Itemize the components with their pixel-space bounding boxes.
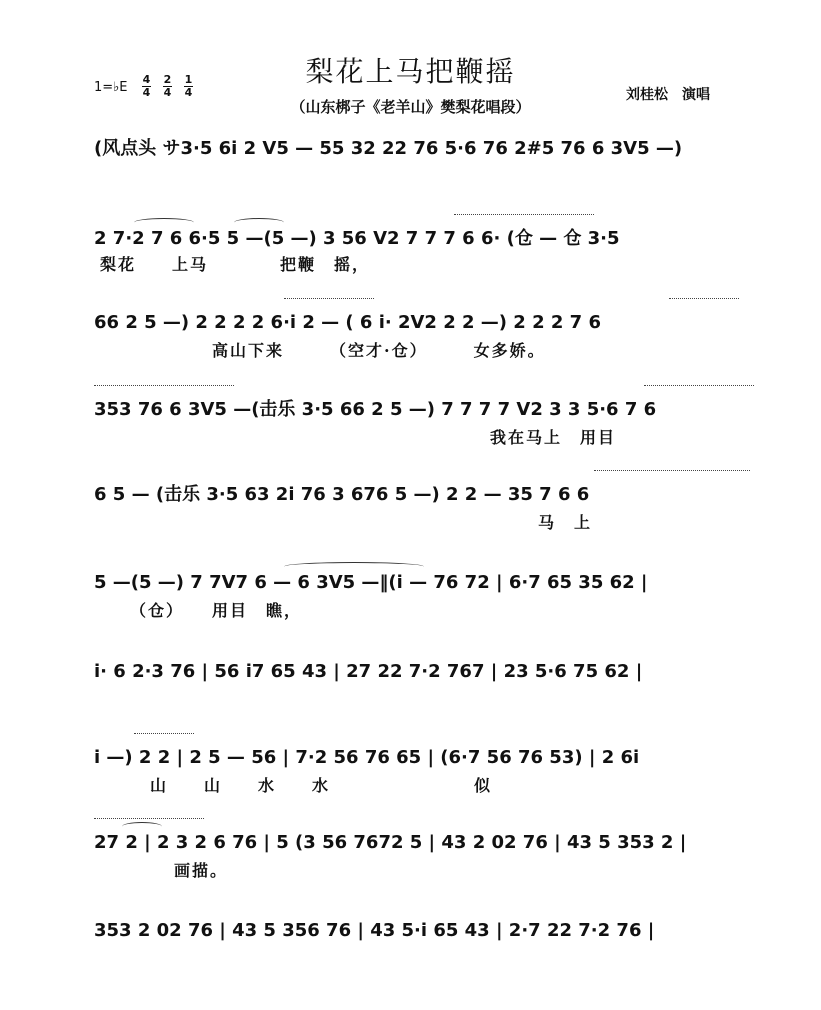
phrase-mark [134,733,194,735]
performer-credit: 刘桂松 演唱 [626,87,710,103]
phrase-mark [644,385,754,387]
notation-line: 353 76 6 3V5 —(击乐 3·5 66 2 5 —) 7 7 7 7 V2 3 3 5·6 7 6 [94,399,657,420]
meter-bottom: 4 [142,86,151,99]
score-line [94,482,754,532]
score-line [94,310,754,360]
meter-top: 2 [163,73,172,86]
score-line [94,745,754,795]
notation-line: i· 6 2·3 76 | 56 i7 65 43 | 27 22 7·2 767 | 23 5·6 75 62 | [94,661,643,682]
notation-line: 2 7·2 7 6 6·5 5 —(5 —) 3 56 V2 7 7 7 6 6· (仓 — 仓 3·5 [94,228,620,249]
score-line [94,830,754,880]
phrase-mark [594,470,750,472]
phrase-mark [669,298,739,300]
phrase-mark [94,385,234,387]
meter-bottom: 4 [163,86,172,99]
notation-line: 5 —(5 —) 7 7V7 6 — 6 3V5 —‖(i — 76 72 | 6·7 65 35 62 | [94,572,648,593]
time-signature [184,74,193,99]
phrase-mark [284,298,374,300]
meter-top: 4 [142,73,151,86]
slur [234,218,284,227]
notation-line: 27 2 | 2 3 2 6 76 | 5 (3 56 7672 5 | 43 2 02 76 | 43 5 353 2 | [94,832,687,853]
lyrics-line: （仓） 用目 瞧， [130,601,303,620]
slur [122,822,162,831]
notation-line: 66 2 5 —) 2 2 2 2 6·i 2 — ( 6 i· 2V2 2 2 —) 2 2 2 7 6 [94,312,601,333]
meter-top: 1 [184,73,193,86]
notation-line: i —) 2 2 | 2 5 — 56 | 7·2 56 76 65 | (6·7 56 76 53) | 2 6i [94,747,640,768]
time-signature [142,74,151,99]
notation-line: 6 5 — (击乐 3·5 63 2i 76 3 676 5 —) 2 2 — 35 7 6 6 [94,484,590,505]
page-title: 梨花上马把鞭摇 [305,55,516,88]
score-line [94,918,754,944]
notation-line: 353 2 02 76 | 43 5 356 76 | 43 5·i 65 43 | 2·7 22 7·2 76 | [94,920,655,941]
time-signature [163,74,172,99]
score-line [94,570,754,620]
phrase-mark [454,214,594,216]
lyrics-line: 画描。 [174,861,229,880]
slur [284,562,424,571]
lyrics-line: 我在马上 用目 [490,428,617,447]
lyrics-line: 梨花 上马 把鞭 摇， [100,255,371,274]
lyrics-line: 马 上 [538,513,593,532]
lyrics-line: 山 山 水 水 似 [150,776,493,795]
key-signature: 1=♭E [94,80,128,95]
score-line [94,226,754,274]
score-line [94,397,754,447]
phrase-mark [94,818,204,820]
score-line [94,659,754,685]
notation-line: (风点头 サ3·5 6i 2 V5 — 55 32 22 76 5·6 76 2#5 76 6 3V5 —) [94,138,683,159]
page-subtitle: （山东梆子《老羊山》樊梨花唱段） [290,98,531,116]
time-signatures [142,74,193,99]
slur [134,218,194,227]
lyrics-line: 高山下来 （空才·仓） 女多娇。 [212,341,546,360]
meter-bottom: 4 [184,86,193,99]
score-line [94,136,754,162]
